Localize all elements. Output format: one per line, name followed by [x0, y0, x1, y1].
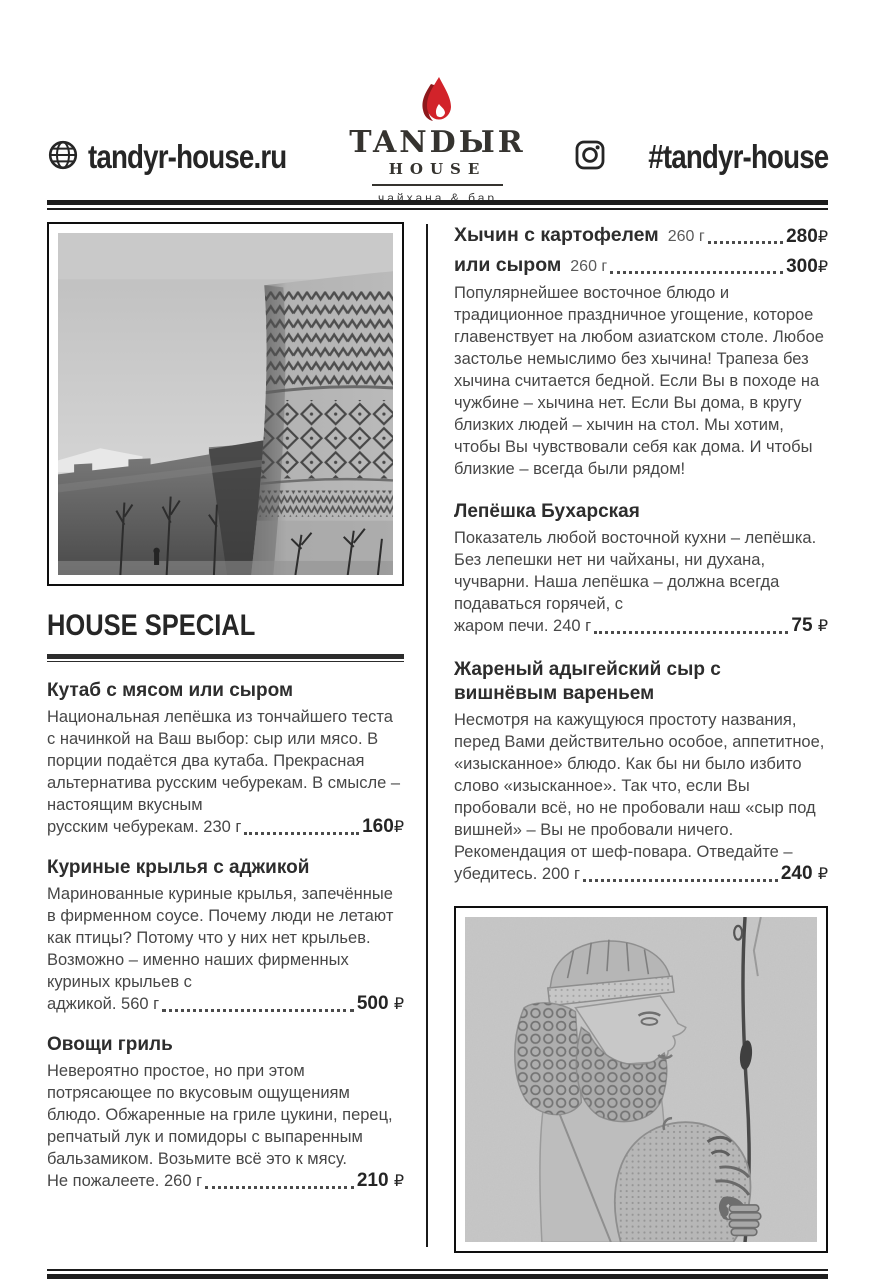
item-description: Несмотря на кажущуюся простоту названия, перед Вами действительно особое, аппетитное, «изысканное» блюдо. Как бы ни было избито слово «изысканное». Так что, если Вы пробовали всё, но не пробовали наш «сыр под вишней» – Вы не пробовали ничего. Рекомендация от шеф-повара. Отведайте –: [454, 711, 825, 861]
item-description: Невероятно простое, но при этом потрясающее по вкусовым ощущениям блюдо. Обжаренные на гриле цукини, перец, репчатый лук и помидоры с выпаренным бальзамиком. Возьмите всё это к мясу.: [47, 1062, 393, 1169]
item-description: Маринованные куриные крылья, запечённые в фирменном соусе. Почему люди не летают как птицы? Потому что у них нет крыльев. Возможно – именно наших фирменных куриных крыльев с: [47, 885, 394, 992]
bottom-divider-rule: [47, 1269, 828, 1279]
price-line-text: убедитесь. 200 г: [454, 865, 581, 883]
price-line-text: Не пожалеете. 260 г: [47, 1172, 203, 1191]
item-title-line: [454, 252, 828, 278]
flame-icon: [416, 76, 460, 126]
item-name: Лепёшка Бухарская: [454, 501, 640, 522]
item-price: 300₽: [786, 256, 828, 277]
logo-tagline: чайхана & бар: [372, 184, 503, 205]
dot-leader: [708, 241, 783, 244]
price-line-text: аджикой. 560 г: [47, 995, 160, 1014]
item-name: Жареный адыгейский сыр с вишнёвым вареньем: [454, 659, 721, 704]
item-price: 500 ₽: [356, 993, 404, 1015]
tower-photo: [47, 222, 404, 586]
item-price: 240 ₽: [780, 863, 828, 884]
logo-title: TANDЫR: [349, 125, 526, 160]
page-header: [47, 0, 828, 212]
item-name: Хычин с картофелем: [454, 224, 659, 246]
hashtag-text: #tandyr-house: [647, 138, 828, 175]
ruble-sign: ₽: [817, 229, 828, 246]
item-description: Популярнейшее восточное блюдо и традиционное праздничное угощение, которое главенствует на любом азиатском столе. Любое застолье немыслимо без хычина! Трапеза без хычина считается бедной. Если Вы в походе на чужбине – хычина нет. Если Вы дома, в кругу близких людей – хычин на стол. Мы хотим, чтобы Вы чувствовали себя как дома. И чтобы близкие – всегда были рядом!: [454, 284, 824, 478]
ruble-sign: ₽: [393, 996, 404, 1014]
price-line-text: жаром печи. 240 г: [454, 617, 592, 635]
ruble-sign: ₽: [817, 259, 828, 276]
dot-leader: [583, 879, 778, 882]
item-price: 75 ₽: [791, 615, 828, 636]
item-name: Овощи гриль: [47, 1034, 173, 1056]
ruble-sign: ₽: [393, 1173, 404, 1191]
dot-leader: [594, 631, 788, 634]
ruble-sign: ₽: [817, 866, 828, 883]
item-price-line: [47, 816, 404, 839]
instagram-hashtag[interactable]: [574, 138, 828, 176]
item-weight: 260 г: [667, 228, 705, 245]
menu-item-lepyoshka: [454, 500, 828, 638]
globe-icon: [47, 139, 79, 176]
top-divider-rule: [47, 200, 828, 210]
column-divider-rule: [426, 224, 428, 1247]
item-price-line: [47, 1170, 404, 1193]
ruble-sign: ₽: [817, 618, 828, 635]
item-name: Куриные крылья с аджикой: [47, 857, 310, 879]
dot-leader: [205, 1186, 354, 1189]
menu-columns: [47, 212, 828, 1253]
brand-logo: [323, 76, 553, 207]
item-price-line: [454, 615, 828, 638]
dot-leader: [610, 271, 783, 274]
dot-leader: [244, 832, 359, 835]
section-title-rule: [47, 654, 404, 662]
dot-leader: [162, 1009, 354, 1012]
left-column: [47, 222, 404, 1253]
item-price-line: [47, 993, 404, 1016]
item-weight: 260 г: [570, 258, 608, 275]
item-description: Национальная лепёшка из тончайшего теста с начинкой на Ваш выбор: сыр или мясо. В порции подаётся два кутаба. Прекрасная альтернатива русским чебурекам. В смысле – настоящим вкусным: [47, 708, 401, 815]
website-text: tandyr-house.ru: [88, 138, 287, 175]
logo-subtitle: HOUSE: [388, 160, 487, 178]
section-title: HOUSE SPECIAL: [47, 609, 256, 643]
item-price: 210 ₽: [356, 1170, 404, 1192]
relief-photo: [454, 906, 828, 1253]
tower-photo-image: [58, 233, 393, 575]
item-name: Кутаб с мясом или сыром: [47, 680, 294, 702]
item-description: Показатель любой восточной кухни – лепёшка. Без лепешки нет ни чайханы, ни духана, чучварни. Наша лепёшка – должна всегда подаваться горячей, с: [454, 529, 817, 613]
menu-item-fried-cheese: [454, 658, 828, 886]
item-price-line: [454, 863, 828, 886]
menu-item-wings: [47, 856, 404, 1016]
menu-item-grilled-vegetables: [47, 1033, 404, 1193]
website-link[interactable]: [47, 138, 324, 176]
menu-item-khychin: [454, 222, 828, 480]
ruble-sign: ₽: [393, 819, 404, 837]
relief-photo-image: [465, 917, 817, 1242]
item-title-line: [454, 222, 828, 248]
item-name: или сыром: [454, 254, 562, 276]
menu-item-kutab: [47, 679, 404, 839]
right-column: [454, 222, 828, 1253]
item-price: 160₽: [362, 816, 404, 838]
price-line-text: русским чебурекам. 230 г: [47, 818, 242, 837]
instagram-icon: [574, 139, 606, 176]
item-price: 280₽: [786, 226, 828, 247]
